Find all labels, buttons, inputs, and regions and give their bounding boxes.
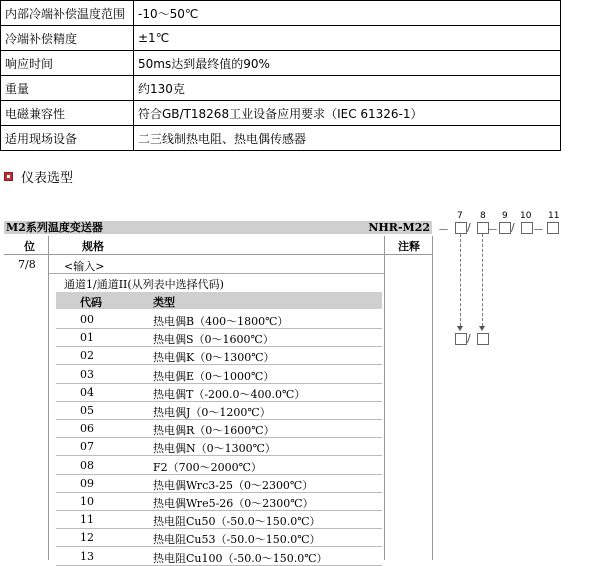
code-value: 01 bbox=[80, 331, 94, 345]
code-row bbox=[56, 310, 382, 329]
code-box bbox=[499, 222, 511, 234]
position-number: 11 bbox=[548, 211, 560, 221]
spec-row bbox=[1, 1, 561, 26]
dash-separator: － bbox=[487, 223, 498, 236]
type-value: 热电阻Cu100（-50.0～150.0℃） bbox=[153, 551, 328, 565]
code-value: 10 bbox=[80, 495, 94, 508]
code-value: 11 bbox=[80, 513, 94, 527]
divider bbox=[384, 236, 385, 560]
type-value: 热电阻Cu53（-50.0～150.0℃） bbox=[153, 533, 321, 547]
code-value: 09 bbox=[80, 476, 94, 490]
spec-row bbox=[1, 126, 561, 151]
spec-row bbox=[1, 101, 561, 126]
spec-table bbox=[0, 0, 561, 151]
type-value: 热电偶J（0～1200℃） bbox=[153, 406, 271, 419]
spec-key: 内部冷端补偿温度范围 bbox=[1, 1, 134, 26]
type-value: 热电偶N（0～1300℃） bbox=[153, 442, 276, 456]
slash-separator: / bbox=[467, 221, 471, 234]
spec-row bbox=[1, 76, 561, 101]
type-value: 热电偶E（0～1000℃） bbox=[153, 369, 275, 383]
section-heading bbox=[4, 167, 73, 186]
col-note: 注释 bbox=[398, 240, 420, 253]
type-value: 热电偶Wrc3-25（0～2300℃） bbox=[153, 478, 314, 492]
code-value: 07 bbox=[80, 440, 94, 454]
section-title: 仪表选型 bbox=[21, 171, 74, 186]
code-row bbox=[56, 492, 382, 511]
code-value: 04 bbox=[80, 385, 94, 399]
type-value: 热电偶S（0～1600℃） bbox=[153, 333, 274, 347]
dash-separator: － bbox=[438, 223, 449, 236]
code-row bbox=[56, 346, 382, 365]
code-value: 12 bbox=[80, 531, 94, 545]
code-row bbox=[56, 383, 382, 402]
connector-line bbox=[460, 234, 462, 326]
code-row bbox=[56, 547, 382, 566]
spec-value: 约130克 bbox=[134, 76, 561, 101]
position-number: 7 bbox=[457, 211, 463, 221]
model-name: NHR-M22 bbox=[368, 221, 430, 234]
input-label: <输入> bbox=[64, 260, 105, 273]
bullet-icon bbox=[4, 172, 13, 181]
code-value: 06 bbox=[80, 422, 94, 436]
spec-key: 冷端补偿精度 bbox=[1, 26, 134, 51]
code-box bbox=[455, 333, 467, 345]
spec-value: -10～50℃ bbox=[134, 1, 561, 26]
channel-label: 通道1/通道II(从列表中选择代码) bbox=[64, 278, 224, 291]
spec-row bbox=[1, 51, 561, 76]
position-number: 10 bbox=[520, 211, 532, 221]
code-row bbox=[56, 419, 382, 438]
spec-key: 适用现场设备 bbox=[1, 126, 134, 151]
spec-value: 符合GB/T18268工业设备应用要求（IEC 61326-1） bbox=[134, 101, 561, 126]
selection-header-bar bbox=[4, 221, 432, 234]
spec-value: ±1℃ bbox=[134, 26, 561, 51]
code-value: 05 bbox=[80, 404, 94, 417]
col-spec: 规格 bbox=[82, 240, 104, 253]
type-value: 热电偶T（-200.0～400.0℃） bbox=[153, 387, 306, 401]
code-value: 00 bbox=[80, 313, 94, 326]
code-row bbox=[56, 365, 382, 384]
code-row bbox=[56, 401, 382, 420]
code-row bbox=[56, 510, 382, 529]
position-number: 8 bbox=[480, 211, 486, 221]
slash-separator: / bbox=[511, 221, 515, 234]
code-row bbox=[56, 456, 382, 475]
arrow-icon bbox=[457, 326, 463, 331]
slash-separator: / bbox=[467, 332, 471, 345]
col-position: 位 bbox=[24, 240, 35, 253]
code-row bbox=[56, 474, 382, 493]
code-box bbox=[521, 222, 533, 234]
type-value: 热电阻Cu50（-50.0～150.0℃） bbox=[153, 515, 321, 529]
type-value: 热电偶Wre5-26（0～2300℃） bbox=[153, 497, 314, 510]
type-value: 热电偶B（400～1800℃） bbox=[153, 315, 289, 328]
code-row bbox=[56, 437, 382, 456]
divider bbox=[49, 273, 384, 274]
spec-key: 重量 bbox=[1, 76, 134, 101]
code-value: 03 bbox=[80, 367, 94, 381]
selection-column-header bbox=[4, 236, 432, 255]
spec-value: 50ms达到最终值的90% bbox=[134, 51, 561, 76]
code-row bbox=[56, 528, 382, 547]
code-table-header bbox=[56, 292, 382, 309]
code-box bbox=[477, 333, 489, 345]
position-number: 9 bbox=[502, 211, 508, 221]
code-value: 13 bbox=[80, 549, 94, 563]
connector-line bbox=[482, 234, 484, 326]
divider bbox=[48, 236, 49, 560]
code-box bbox=[547, 222, 559, 234]
arrow-icon bbox=[479, 326, 485, 331]
spec-value: 二三线制热电阻、热电偶传感器 bbox=[134, 126, 561, 151]
spec-key: 响应时间 bbox=[1, 51, 134, 76]
type-value: F2（700～2000℃） bbox=[153, 460, 262, 474]
position-value: 7/8 bbox=[18, 258, 36, 271]
type-header: 类型 bbox=[153, 296, 175, 309]
code-header: 代码 bbox=[80, 296, 102, 309]
series-title: M2系列温度变送器 bbox=[6, 221, 103, 234]
code-value: 02 bbox=[80, 349, 94, 363]
type-value: 热电偶K（0～1300℃） bbox=[153, 351, 275, 365]
spec-row bbox=[1, 26, 561, 51]
code-value: 08 bbox=[80, 458, 94, 472]
spec-key: 电磁兼容性 bbox=[1, 101, 134, 126]
code-row bbox=[56, 328, 382, 347]
dash-separator: － bbox=[533, 223, 544, 236]
divider bbox=[432, 236, 433, 560]
code-box bbox=[455, 222, 467, 234]
type-value: 热电偶R（0～1600℃） bbox=[153, 424, 275, 438]
